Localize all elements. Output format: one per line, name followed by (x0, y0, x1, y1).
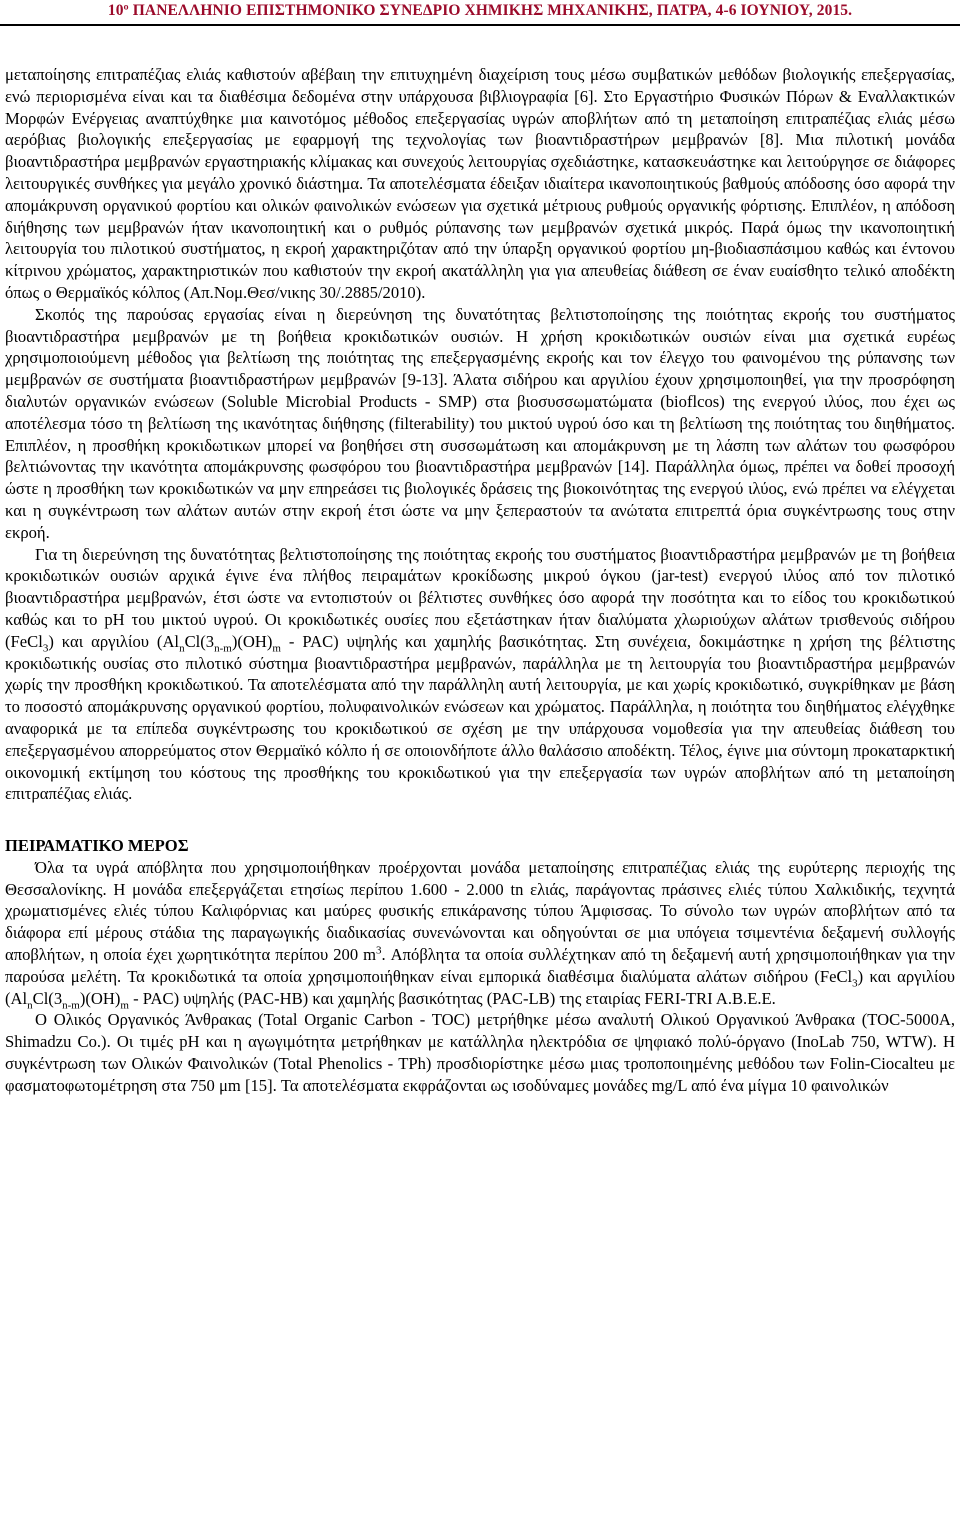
section-title-experimental: ΠΕΙΡΑΜΑΤΙΚΟ ΜΕΡΟΣ (5, 836, 189, 856)
paragraph-wastewater: Όλα τα υγρά απόβλητα που χρησιμοποιήθηκαν προέρχονται μονάδα μεταποίησης επιτραπέζιας ελιάς της ευρύτερης περιοχής της Θεσσαλονίκης. Η μονάδα επεξεργάζεται ετησίως περίπου 1.600 - 2.000 tn ελιάς, παράγοντας πράσινες ελιές τύπου Χαλκιδικής, τεχνητά χρωματισμένες ελιές τύπου Καλιφόρνιας και μαύρες φυσικής επικάρανσης τύπου Άμφισσας. Το σύνολο των υγρών αποβλήτων από τα διάφορα επί μέρους στάδια της παραγωγικής διαδικασίας συνενώνονται και οδηγούνται σε μια υπόγεια τσιμεντένια δεξαμενή συλλογής αποβλήτων, η οποία έχει χωρητικότητα περίπου 200 $m^3$. Απόβλητα τα οποία συλλέχτηκαν από τη δεξαμενή αυτή χρησιμοποιήθηκαν για την παρούσα μελέτη. Τα κροκιδωτικά τα οποία χρησιμοποιήθηκαν είναι εμπορικά διαθέσιμα διαλύματα αλάτων σιδήρου (FeCl$_3$) και αργιλίου $(Al_nCl(3_{n-m})(OH)_m - PAC)$ υψηλής (PAC-HB) και χαμηλής βασικότητας (PAC-LB) της εταιρίας FERI-TRI A.B.E.E. (5, 857, 955, 1011)
paragraph-analytics: Ο Ολικός Οργανικός Άνθρακας (Total Organic Carbon - TOC) μετρήθηκε μέσω αναλυτή Ολικού Οργανικού Άνθρακα (TOC-5000A, Shimadzu Co.). Οι τιμές pH και η αγωγιμότητα μετρήθηκαν με κατάλληλα ηλεκτρόδια σε ψηφιακό πολύ-όργανο (InoLab 750, WTW). Η συγκέντρωση των Ολικών Φαινολικών (Total Phenolics - TPh) προσδιορίστηκε μέσω μιας τροποποιημένης μεθόδου των Folin-Ciocalteu με φασματοφωτομέτρηση στα 750 μm [15]. Τα αποτελέσματα εκφράζονται ως ισοδύναμες μονάδες mg/L από ένα μίγμα 10 φαινολικών (5, 1010, 955, 1095)
paragraph-intro-continued: μεταποίησης επιτραπέζιας ελιάς καθιστούν αβέβαιη την επιτυχημένη διαχείριση τους μέσω συμβατικών μεθόδων βιολογικής επεξεργασίας, ενώ περιορισμένα είναι και τα διαθέσιμα δεδομένα στην υπάρχουσα βιβλιογραφία [6]. Στο Εργαστήριο Φυσικών Πόρων & Εναλλακτικών Μορφών Ενέργειας αναπτύχθηκε μια καινοτόμος μέθοδος επεξεργασίας υγρών αποβλήτων από τη μεταποίηση επιτραπέζιας ελιάς μέσω αερόβιας βιολογικής επεξεργασίας με εφαρμογή της τεχνολογίας των βιοαντιδραστήρων μεμβρανών [8]. Μια πιλοτική μονάδα βιοαντιδραστήρα μεμβρανών εργαστηριακής κλίμακας και συνεχούς λειτουργίας σχεδιάστηκε, κατασκευάστηκε και λειτούργησε σε διάφορες λειτουργικές συνθήκες για μεγάλο χρονικό διάστημα. Τα αποτελέσματα έδειξαν ιδιαίτερα ικανοποιητικούς βαθμούς απόδοσης όσο αφορά την απομάκρυνση οργανικού φορτίου και ολικών φαινολικών ενώσεων για σχετικά μέτριους ρυθμούς οργανικής φόρτισης. Επιπλέον, η απόδοση διήθησης των μεμβρανών ήταν ικανοποιητική και ο ρυθμός ρύπανσης των μεμβρανών σχετικά μικρός. Παρά όμως την ικανοποιητική λειτουργία του πιλοτικού συστήματος, η εκροή χαρακτηριζόταν από την ύπαρξη οργανικού φορτίου μη-βιοδιασπάσιμου καθώς και έντονου κίτρινου χρώματος, χαρακτηριστικών που καθιστούν την εκροή ακατάλληλη για για απευθείας διάθεση σε έναν ευαίσθητο τελικό αποδέκτη όπως ο Θερμαϊκός κόλπος (Απ.Νομ.Θεσ/νικης 30/.2885/2010). (5, 65, 955, 302)
header-divider (0, 24, 960, 26)
conference-header: 10º ΠΑΝΕΛΛΗΝΙΟ ΕΠΙΣΤΗΜΟΝΙΚΟ ΣΥΝΕΔΡΙΟ ΧΗΜΙΚΗΣ ΜΗΧΑΝΙΚΗΣ, ΠΑΤΡΑ, 4-6 ΙΟΥΝΙΟΥ, 2015. (107, 2, 853, 19)
paragraph-method-overview: Για τη διερεύνηση της δυνατότητας βελτιστοποίησης της ποιότητας εκροής του συστήματος βιοαντιδραστήρα μεμβρανών με τη βοήθεια κροκιδωτικών ουσιών αρχικά έγινε ένα πλήθος πειραμάτων κροκίδωσης μικρού όγκου (jar-test) ενεργού ιλύος από τον πιλοτικό βιοαντιδραστήρα μεμβρανών, έτσι ώστε να εντοπιστούν οι βέλτιστες συνθήκες όσο αφορά την ποσότητα και το είδος του κροκιδωτικού καθώς και το pH του μικτού υγρού. Οι κροκιδωτικές ουσίες που εξετάστηκαν ήταν διαλύματα χλωριούχων αλάτων τρισθενούς σιδήρου (FeCl$_3$) και αργιλίου $(Al_nCl(3_{n-m})(OH)_m - PAC)$ υψηλής και χαμηλής βασικότητας. Στη συνέχεια, δοκιμάστηκε η χρήση της βέλτιστης κροκιδωτικής ουσίας στο πιλοτικό σύστημα βιοαντιδραστήρα μεμβρανών, παράλληλα με τη λειτουργία του βιοαντιδραστήρα μεμβρανών χωρίς την προσθήκη κροκιδωτικού. Τα αποτελέσματα από την παράλληλη αυτή λειτουργία, με και χωρίς κροκιδωτικό, συγκρίθηκαν με βάση το ποσοστό απομάκρυνσης οργανικού φορτίου, πολυφαινολικών ενώσεων και χρώματος. Παράλληλα, η ποιότητα του διηθήματος ελέγχθηκε αναφορικά με τα επίπεδα συγκέντρωσης του κροκιδωτικού σε σχέση με την υπάρχουσα νομοθεσία για την απευθείας διάθεση του επεξεργασμένου απορρεύματος στον Θερμαϊκό κόλπο ή σε οποιονδήποτε άλλο θαλάσσιο αποδέκτη. Τέλος, έγινε μια σύντομη προκαταρκτική οικονομική εκτίμηση του κόστους της προσθήκης του κροκιδωτικού για την επεξεργασία των υγρών αποβλήτων από τη μεταποίηση επιτραπέζιας ελιάς. (5, 544, 955, 804)
paragraph-aim: Σκοπός της παρούσας εργασίας είναι η διερεύνηση της δυνατότητας βελτιστοποίησης της ποιότητας εκροής του συστήματος βιοαντιδραστήρα μεμβρανών με τη βοήθεια κροκιδωτικών ουσιών. Η χρήση κροκιδωτικών ουσιών είναι μια σχετικά ευρέως χρησιμοποιούμενη μέθοδος για βελτίωση της ποιότητας της επεξεργασμένης εκροής και τον έλεγχο του φαινομένου της ρύπανσης των μεμβρανών σε συστήματα βιοαντιδραστήρων μεμβρανών [9-13]. Άλατα σιδήρου και αργιλίου έχουν χρησιμοποιηθεί, για την προσρόφηση διαλυτών οργανικών ενώσεων (Soluble Microbial Products - SMP) στα βιοσυσσωματώματα (bioflcos) της ενεργού ιλύος, που έχει ως αποτέλεσμα τόσο τη βελτίωση της ικανότητας διήθησης (filterability) του μικτού υγρού όσο και τη βελτίωση της ποιότητας του διηθήματος. Επιπλέον, η προσθήκη κροκιδωτικων μπορεί να βοηθήσει στη συσσωμάτωση και απομάκρυνση με τη λάσπη των αλάτων του φωσφόρου βελτιώνοντας την ικανότητα απομάκρυνσης φωσφόρου του βιοαντιδραστήρα μεμβρανών [14]. Παράλληλα όμως, πρέπει να δοθεί προσοχή ώστε η προσθήκη των κροκιδωτικών να μην επηρεάσει τις βιολογικές δράσεις της βιοκοινότητας της ενεργού ιλύος, ενώ πρέπει να ελέγχεται και η συγκέντρωση των αλάτων αυτών στην εκροή έτσι ώστε να μην ξεπεραστούν τα ανώτατα επιτρεπτά όρια συγκέντρωσης τους στην εκροή. (5, 304, 955, 542)
document-body (5, 64, 955, 1097)
